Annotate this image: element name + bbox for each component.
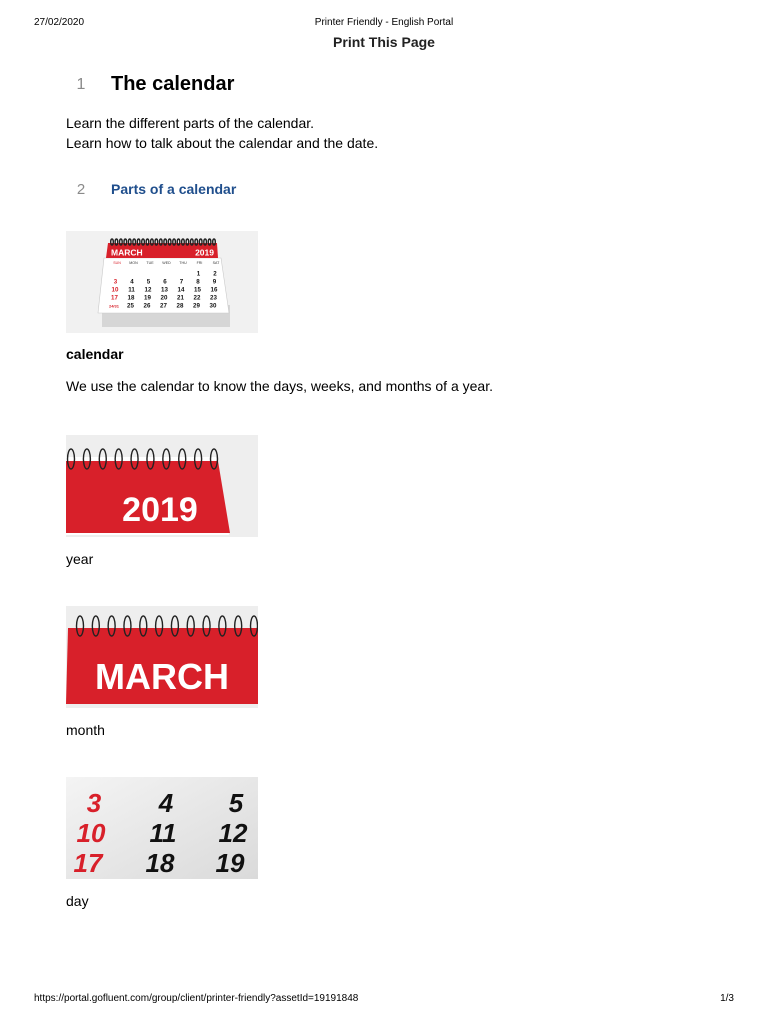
calendar-date: 27 (160, 302, 167, 310)
day-number: 10 (76, 818, 106, 848)
calendar-date: 6 (163, 278, 167, 286)
footer-url[interactable]: https://portal.gofluent.com/group/client/printer-friendly?assetId=19191848 (34, 993, 359, 1004)
calendar-month-label: MARCH (111, 247, 143, 258)
calendar-date: 20 (160, 294, 168, 302)
section-title: The calendar (111, 73, 235, 95)
month-image-text: MARCH (95, 656, 229, 697)
section-number-1: 1 (76, 76, 86, 93)
year-image-text: 2019 (122, 491, 198, 529)
calendar-date: 16 (210, 286, 218, 294)
day-illustration (66, 777, 258, 879)
footer-page-number: 1/3 (720, 993, 734, 1004)
calendar-date: 13 (161, 286, 168, 294)
year-image (66, 435, 258, 537)
day-number: 11 (149, 818, 177, 848)
calendar-date: 17 (111, 294, 118, 302)
year-illustration (66, 435, 258, 537)
calendar-date: 26 (143, 302, 151, 310)
calendar-date: 14 (177, 286, 185, 294)
calendar-weekday: SAT (212, 261, 220, 265)
day-number: 3 (86, 788, 102, 818)
calendar-weekday: SUN (113, 261, 121, 265)
calendar-date: 18 (127, 294, 135, 302)
calendar-illustration (66, 231, 258, 333)
calendar-date: 24/31 (108, 303, 120, 309)
calendar-date: 15 (194, 286, 201, 294)
print-this-page-link[interactable]: Print This Page (333, 34, 435, 50)
calendar-weekday: MON (129, 261, 138, 265)
calendar-date: 1 (196, 270, 201, 278)
calendar-weekday: THU (179, 261, 187, 265)
calendar-image (66, 231, 258, 333)
calendar-date: 22 (193, 294, 201, 302)
calendar-date: 4 (130, 278, 134, 286)
section-intro (66, 113, 378, 153)
calendar-date: 28 (176, 302, 184, 310)
calendar-date: 21 (177, 294, 184, 302)
day-number: 5 (228, 788, 244, 818)
calendar-date: 11 (128, 286, 135, 294)
intro-line-1: Learn the different parts of the calendar. (66, 115, 315, 131)
calendar-description: We use the calendar to know the days, weeks, and months of a year. (66, 378, 493, 394)
calendar-year-label: 2019 (195, 247, 214, 258)
calendar-date: 23 (210, 294, 217, 302)
calendar-date: 2 (213, 270, 217, 278)
day-number: 12 (218, 818, 248, 848)
calendar-date: 10 (111, 286, 119, 294)
calendar-date: 8 (196, 278, 200, 286)
year-caption: year (66, 551, 94, 567)
calendar-date: 12 (144, 286, 152, 294)
print-header-title: Printer Friendly - English Portal (314, 17, 454, 28)
calendar-date: 9 (212, 278, 217, 286)
calendar-date: 29 (193, 302, 200, 310)
print-header-date: 27/02/2020 (34, 17, 85, 28)
calendar-date: 5 (146, 278, 151, 286)
calendar-date: 30 (209, 302, 217, 310)
day-caption: day (66, 893, 89, 909)
calendar-weekday: TUE (146, 261, 154, 265)
calendar-weekday: WED (162, 261, 171, 265)
calendar-caption: calendar (66, 346, 124, 362)
calendar-date: 25 (127, 302, 134, 310)
calendar-date: 19 (144, 294, 151, 302)
month-caption: month (66, 722, 105, 738)
day-number: 4 (158, 788, 174, 818)
calendar-date: 3 (113, 278, 118, 286)
month-image (66, 606, 258, 708)
day-number: 19 (215, 848, 245, 878)
calendar-weekday: FRI (196, 261, 203, 265)
subsection-title: Parts of a calendar (111, 181, 237, 197)
calendar-date: 7 (179, 278, 184, 286)
section-number-2: 2 (76, 181, 86, 198)
month-illustration (66, 606, 258, 708)
day-image (66, 777, 258, 879)
intro-line-2: Learn how to talk about the calendar and the date. (66, 135, 379, 151)
day-number: 17 (73, 848, 103, 878)
day-number: 18 (145, 848, 175, 878)
